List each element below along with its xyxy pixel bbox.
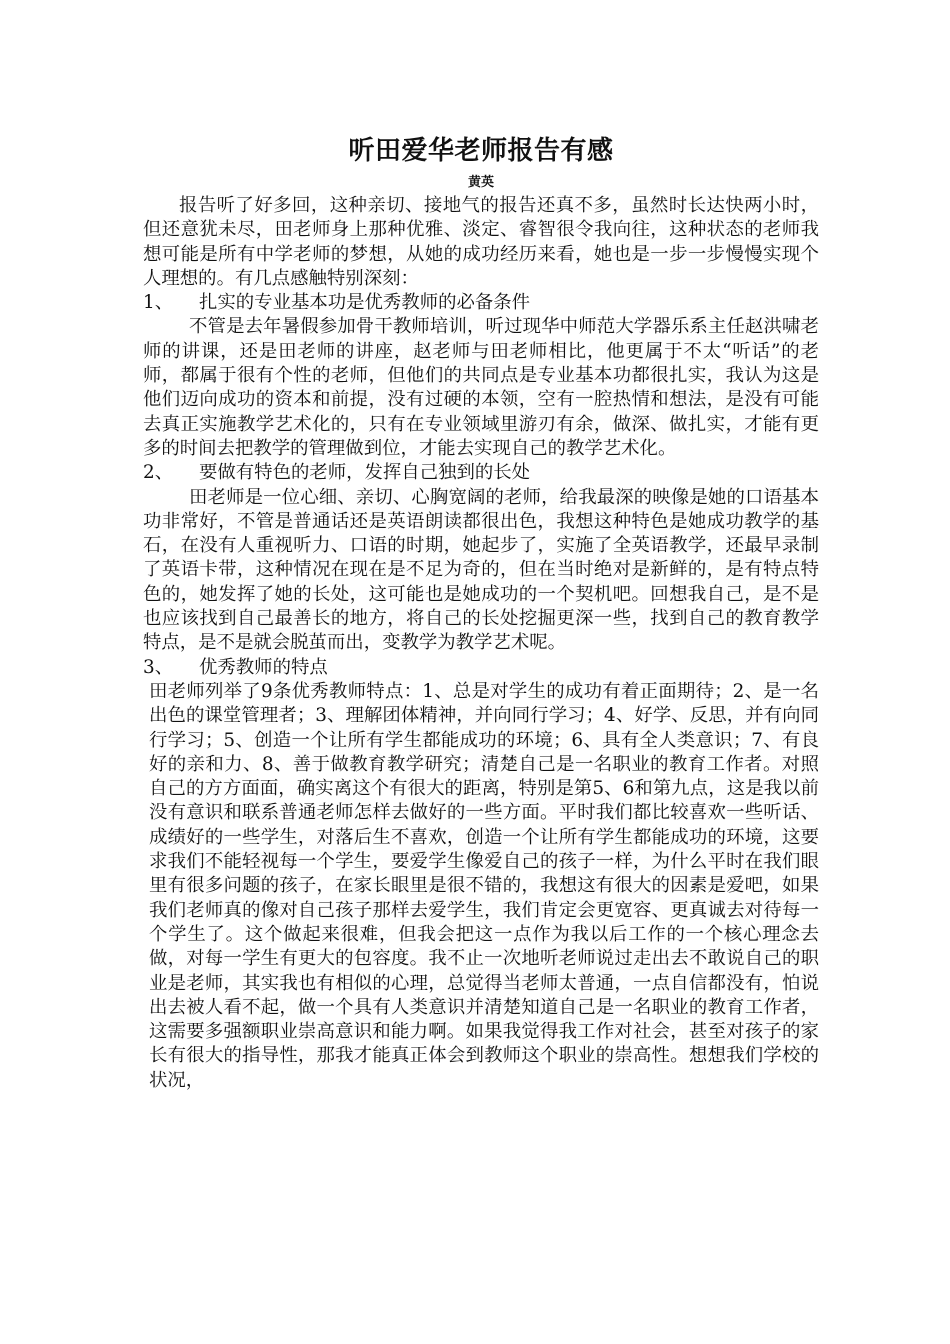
document-author: 黄英 — [467, 175, 494, 190]
section-heading-text-2: 要做有特色的老师，发挥自己独到的长处 — [199, 462, 531, 484]
document-title: 听田爱华老师报告有感 — [348, 136, 614, 166]
section-heading-3 — [143, 656, 819, 680]
section-heading-2 — [143, 461, 819, 485]
section-number-3: 3、 — [143, 656, 174, 678]
section-body-2: 田老师是一位心细、亲切、心胸宽阔的老师，给我最深的映像是她的口语基本功非常好，不管是普通话还是英语朗读都很出色，我想这种特色是她成功教学的基石，在没有人重视听力、口语的时期，她起步了，实施了全英语教学，还最早录制了英语卡带，这种情况在现在是不足为奇的，但在当时绝对是新鲜的，是有特点特色的，她发挥了她的长处，这可能也是她成功的一个契机吧。回想我自己，是不是也应该找到自己最善长的地方，将自己的长处挖掘更深一些，找到自己的教育教学特点，是不是就会脱茧而出，变教学为教学艺术呢。 — [143, 486, 819, 654]
section-heading-text-3: 优秀教师的特点 — [199, 656, 328, 678]
section-number-1: 1、 — [143, 292, 174, 314]
intro-paragraph: 报告听了好多回，这种亲切、接地气的报告还真不多，虽然时长达快两小时，但还意犹未尽，田老师身上那种优雅、淡定、睿智很令我向往，这种状态的老师我想可能是所有中学老师的梦想，从她的成功经历来看，她也是一步一步慢慢实现个人理想的。有几点感触特别深刻： — [143, 195, 819, 289]
section-body-1: 不管是去年暑假参加骨干教师培训，听过现华中师范大学器乐系主任赵洪啸老师的讲课，还是田老师的讲座，赵老师与田老师相比，他更属于不太“听话”的老师，都属于很有个性的老师，但他们的共同点是专业基本功都很扎实，我认为这是他们迈向成功的资本和前提，没有过硬的本领，空有一腔热情和想法，是没有可能去真正实施教学艺术化的，只有在专业领域里游刃有余，做深、做扎实，才能有更多的时间去把教学的管理做到位，才能去实现自己的教学艺术化。 — [143, 316, 819, 459]
section-number-2: 2、 — [143, 462, 174, 484]
document-body — [143, 132, 819, 1093]
section-heading-1 — [143, 291, 819, 315]
section-heading-text-1: 扎实的专业基本功是优秀教师的必备条件 — [199, 292, 531, 314]
section-body-3: 田老师列举了9条优秀教师特点：1、总是对学生的成功有着正面期待；2、是一名出色的课堂管理者；3、理解团体精神，并向同行学习；4、好学、反思，并有向同行学习；5、创造一个让所有学生都能成功的环境；6、具有全人类意识；7、有良好的亲和力、8、善于做教育教学研究；清楚自己是一名职业的教育工作者。对照自己的方方面面，确实离这个有很大的距离，特别是第5、6和第九点，这是我以前没有意识和联系普通老师怎样去做好的一些方面。平时我们都比较喜欢一些听话、成绩好的一些学生，对落后生不喜欢，创造一个让所有学生都能成功的环境，这要求我们不能轻视每一个学生，要爱学生像爱自己的孩子一样，为什么平时在我们眼里有很多问题的孩子，在家长眼里是很不错的，我想这有很大的因素是爱吧，如果我们老师真的像对自己孩子那样去爱学生，我们肯定会更宽容、更真诚去对待每一个学生了。这个做起来很难，但我会把这一点作为我以后工作的一个核心理念去做，对每一学生有更大的包容度。我不止一次地听老师说过走出去不敢说自己的职业是老师，其实我也有相似的心理，总觉得当老师太普通，一点自信都没有，怕说出去被人看不起，做一个具有人类意识并清楚知道自己是一名职业的教育工作者，这需要多强额职业崇高意识和能力啊。如果我觉得我工作对社会，甚至对孩子的家长有很大的指导性，那我才能真正体会到教师这个职业的崇高性。想想我们学校的状况， — [149, 680, 819, 1091]
